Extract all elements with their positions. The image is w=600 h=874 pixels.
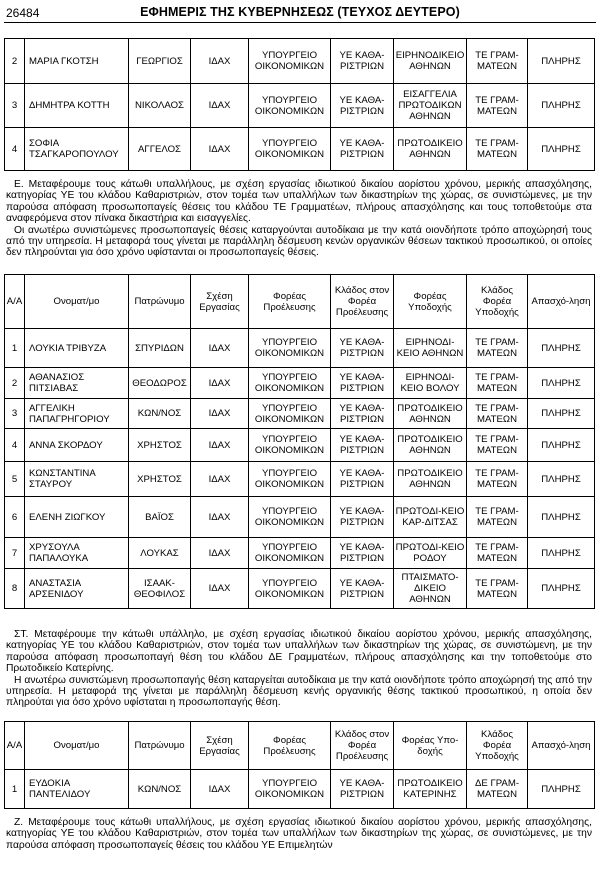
cell-father-name: ΚΩΝ/ΝΟΣ xyxy=(129,399,191,429)
section-z-paragraph-1: Ζ. Μεταφέρουμε τους κάτωθι υπαλλήλους, με σχέση εργασίας ιδιωτικού δικαίου αορίστου χρόνου, μερικής απασχόλησης, κατηγορίας ΥΕ του κλάδου Καθαριστριών, στον τομέα των υπαλλήλων των δικαστηρίων της χώρας, σε συνιστώμενες, με την παρούσα απόφαση προσωποπαγείς θέσεις του κλάδου ΥΕ Επιμελητών xyxy=(6,817,592,851)
table-row xyxy=(5,399,595,429)
table-row xyxy=(5,538,595,569)
cell-row-number: 3 xyxy=(5,399,25,429)
cell-row-number: 7 xyxy=(5,538,25,569)
cell-employee-name: ΛΟΥΚΙΑ ΤΡΙΒΥΖΑ xyxy=(25,329,129,368)
section-st-text xyxy=(6,629,592,709)
section-st-paragraph-1: ΣΤ. Μεταφέρουμε την κάτωθι υπάλληλο, με σχέση εργασίας ιδιωτικού δικαίου αορίστου χρόνου, μερικής απασχόλησης, κατηγορίας ΥΕ του κλάδου Καθαριστριών, στον τομέα των υπαλλήλων των δικαστηρίων της χώρας, σε συνιστώμενη, με την παρούσα απόφαση προσωποπαγή θέση του κλάδου ΔΕ Γραμματέων, πλήρους απασχόλησης και την τοποθετούμε στο Πρωτοδικείο Κατερίνης. xyxy=(6,629,592,675)
column-header-father-name: Πατρώνυμο xyxy=(129,275,191,329)
section-z-text xyxy=(6,817,592,851)
table-header-row xyxy=(5,722,595,770)
cell-employee-name: ΑΝΝΑ ΣΚΟΡΔΟΥ xyxy=(25,429,129,462)
section-e-paragraph-2: Οι ανωτέρω συνιστώμενες προσωποπαγείς θέσεις καταργούνται αυτοδίκαια με την κατά οιονδήποτε τρόπο αποχώρησή τους από την υπηρεσία. Η μεταφορά τους γίνεται με παράλληλη δέσμευση κενών οργανικών θέσεων τακτικού προσωπικού, οι οποίες δεν πληρούνται για όσο χρόνο υφίστανται οι προσωποπαγείς θέσεις. xyxy=(6,224,592,259)
cell-employment-relation: ΙΔΑΧ xyxy=(191,39,249,84)
column-header-employee-name: Ονοματ/μο xyxy=(25,722,129,770)
cell-receiving-branch: ΤΕ ΓΡΑΜ-ΜΑΤΕΩΝ xyxy=(467,399,528,429)
section-st-paragraph-2: Η ανωτέρω συνιστώμενη προσωποπαγής θέση καταργείται αυτοδίκαια με την κατά οιονδήποτε τρόπο αποχώρησή της από την υπηρεσία. Η μεταφορά της γίνεται με παράλληλη δέσμευση κενής οργανικής θέσης τακτικού προσωπικού, η οποία δεν πληρούται για όσο χρόνο υφίσταται η προσωποπαγής θέση. xyxy=(6,674,592,709)
cell-employee-name: ΜΑΡΙΑ ΓΚΟΤΣΗ xyxy=(25,39,129,84)
cell-origin-agency: ΥΠΟΥΡΓΕΙΟ ΟΙΚΟΝΟΜΙΚΩΝ xyxy=(249,429,331,462)
table-row xyxy=(5,770,595,809)
cell-employment-relation: ΙΔΑΧ xyxy=(191,368,249,399)
cell-father-name: ΧΡΗΣΤΟΣ xyxy=(129,462,191,497)
page-title: ΕΦΗΜΕΡΙΣ ΤΗΣ ΚΥΒΕΡΝΗΣΕΩΣ (ΤΕΥΧΟΣ ΔΕΥΤΕΡΟ) xyxy=(140,5,460,19)
cell-origin-branch: ΥΕ ΚΑΘΑ-ΡΙΣΤΡΙΩΝ xyxy=(331,770,394,809)
cell-origin-agency: ΥΠΟΥΡΓΕΙΟ ΟΙΚΟΝΟΜΙΚΩΝ xyxy=(249,128,331,171)
cell-origin-branch: ΥΕ ΚΑΘΑ-ΡΙΣΤΡΙΩΝ xyxy=(331,329,394,368)
cell-employment-relation: ΙΔΑΧ xyxy=(191,462,249,497)
cell-receiving-branch: ΤΕ ΓΡΑΜ-ΜΑΤΕΩΝ xyxy=(467,128,528,171)
cell-row-number: 4 xyxy=(5,429,25,462)
cell-origin-branch: ΥΕ ΚΑΘΑ-ΡΙΣΤΡΙΩΝ xyxy=(331,569,394,609)
cell-father-name: ΛΟΥΚΑΣ xyxy=(129,538,191,569)
cell-origin-agency: ΥΠΟΥΡΓΕΙΟ ΟΙΚΟΝΟΜΙΚΩΝ xyxy=(249,399,331,429)
cell-employment-relation: ΙΔΑΧ xyxy=(191,538,249,569)
cell-row-number: 4 xyxy=(5,128,25,171)
cell-employment-relation: ΙΔΑΧ xyxy=(191,128,249,171)
column-header-employment-relation: Σχέση Εργασίας xyxy=(191,275,249,329)
table-continued xyxy=(4,38,595,171)
cell-receiving-branch: ΤΕ ΓΡΑΜ-ΜΑΤΕΩΝ xyxy=(467,84,528,128)
cell-employee-name: ΑΓΓΕΛΙΚΗ ΠΑΠΑΓΡΗΓΟΡΙΟΥ xyxy=(25,399,129,429)
cell-receiving-branch: ΤΕ ΓΡΑΜ-ΜΑΤΕΩΝ xyxy=(467,368,528,399)
cell-employment-type: ΠΛΗΡΗΣ xyxy=(528,399,595,429)
cell-employment-type: ΠΛΗΡΗΣ xyxy=(528,569,595,609)
column-header-origin-agency: Φορέας Προέλευσης xyxy=(249,722,331,770)
cell-receiving-branch: ΔΕ ΓΡΑΜ-ΜΑΤΕΩΝ xyxy=(467,770,528,809)
cell-origin-branch: ΥΕ ΚΑΘΑ-ΡΙΣΤΡΙΩΝ xyxy=(331,368,394,399)
cell-employment-relation: ΙΔΑΧ xyxy=(191,399,249,429)
table-row xyxy=(5,329,595,368)
column-header-origin-branch: Κλάδος στον Φορέα Προέλευσης xyxy=(331,275,394,329)
table-row xyxy=(5,39,595,84)
cell-origin-branch: ΥΕ ΚΑΘΑ-ΡΙΣΤΡΙΩΝ xyxy=(331,39,394,84)
cell-employee-name: ΑΘΑΝΑΣΙΟΣ ΠΙΤΣΙΑΒΑΣ xyxy=(25,368,129,399)
cell-row-number: 2 xyxy=(5,39,25,84)
column-header-receiving-agency: Φορέας Υποδοχής xyxy=(394,275,467,329)
table-section-e xyxy=(4,274,595,609)
cell-employee-name: ΕΥΔΟΚΙΑ ΠΑΝΤΕΛΙΔΟΥ xyxy=(25,770,129,809)
cell-receiving-agency: ΠΡΩΤΟΔΙΚΕΙΟ ΑΘΗΝΩΝ xyxy=(394,429,467,462)
cell-receiving-branch: ΤΕ ΓΡΑΜ-ΜΑΤΕΩΝ xyxy=(467,462,528,497)
cell-receiving-agency: ΠΡΩΤΟΔΙΚΕΙΟ ΑΘΗΝΩΝ xyxy=(394,462,467,497)
cell-origin-branch: ΥΕ ΚΑΘΑ-ΡΙΣΤΡΙΩΝ xyxy=(331,84,394,128)
table-row xyxy=(5,128,595,171)
cell-receiving-agency: ΠΡΩΤΟΔΙΚΕΙΟ ΑΘΗΝΩΝ xyxy=(394,128,467,171)
cell-row-number: 2 xyxy=(5,368,25,399)
cell-father-name: ΓΕΩΡΓΙΟΣ xyxy=(129,39,191,84)
cell-row-number: 1 xyxy=(5,329,25,368)
cell-father-name: ΑΓΓΕΛΟΣ xyxy=(129,128,191,171)
cell-origin-agency: ΥΠΟΥΡΓΕΙΟ ΟΙΚΟΝΟΜΙΚΩΝ xyxy=(249,368,331,399)
cell-father-name: ΣΠΥΡΙΔΩΝ xyxy=(129,329,191,368)
cell-employment-relation: ΙΔΑΧ xyxy=(191,569,249,609)
cell-receiving-agency: ΠΤΑΙΣΜΑΤΟ-ΔΙΚΕΙΟ ΑΘΗΝΩΝ xyxy=(394,569,467,609)
cell-father-name: ΘΕΟΔΩΡΟΣ xyxy=(129,368,191,399)
table-row xyxy=(5,569,595,609)
cell-receiving-agency: ΠΡΩΤΟΔΙ-ΚΕΙΟ ΚΑΡ-ΔΙΤΣΑΣ xyxy=(394,497,467,538)
cell-employee-name: ΔΗΜΗΤΡΑ ΚΟΤΤΗ xyxy=(25,84,129,128)
cell-row-number: 6 xyxy=(5,497,25,538)
cell-employee-name: ΚΩΝΣΤΑΝΤΙΝΑ ΣΤΑΥΡΟΥ xyxy=(25,462,129,497)
column-header-receiving-branch: Κλάδος Φορέα Υποδοχής xyxy=(467,275,528,329)
cell-receiving-agency: ΕΙΡΗΝΟΔΙ-ΚΕΙΟ ΑΘΗΝΩΝ xyxy=(394,329,467,368)
table-section-st xyxy=(4,721,595,809)
column-header-row-number: Α/Α xyxy=(5,722,25,770)
cell-origin-agency: ΥΠΟΥΡΓΕΙΟ ΟΙΚΟΝΟΜΙΚΩΝ xyxy=(249,569,331,609)
cell-father-name: ΚΩΝ/ΝΟΣ xyxy=(129,770,191,809)
cell-employee-name: ΧΡΥΣΟΥΛΑ ΠΑΠΑΛΟΥΚΑ xyxy=(25,538,129,569)
table-row xyxy=(5,462,595,497)
cell-employment-type: ΠΛΗΡΗΣ xyxy=(528,39,595,84)
page-header xyxy=(4,2,596,23)
cell-employment-relation: ΙΔΑΧ xyxy=(191,84,249,128)
column-header-employment-type: Απασχό-ληση xyxy=(528,722,595,770)
cell-employment-type: ΠΛΗΡΗΣ xyxy=(528,329,595,368)
cell-origin-agency: ΥΠΟΥΡΓΕΙΟ ΟΙΚΟΝΟΜΙΚΩΝ xyxy=(249,39,331,84)
cell-origin-branch: ΥΕ ΚΑΘΑ-ΡΙΣΤΡΙΩΝ xyxy=(331,462,394,497)
cell-receiving-agency: ΕΙΣΑΓΓΕΛΙΑ ΠΡΩΤΟΔΙΚΩΝ ΑΘΗΝΩΝ xyxy=(394,84,467,128)
cell-row-number: 8 xyxy=(5,569,25,609)
column-header-employee-name: Ονοματ/μο xyxy=(25,275,129,329)
column-header-father-name: Πατρώνυμο xyxy=(129,722,191,770)
cell-row-number: 3 xyxy=(5,84,25,128)
cell-employment-type: ΠΛΗΡΗΣ xyxy=(528,538,595,569)
cell-origin-agency: ΥΠΟΥΡΓΕΙΟ ΟΙΚΟΝΟΜΙΚΩΝ xyxy=(249,770,331,809)
cell-employment-type: ΠΛΗΡΗΣ xyxy=(528,462,595,497)
cell-receiving-agency: ΕΙΡΗΝΟΔΙ-ΚΕΙΟ ΒΟΛΟΥ xyxy=(394,368,467,399)
cell-receiving-branch: ΤΕ ΓΡΑΜ-ΜΑΤΕΩΝ xyxy=(467,329,528,368)
cell-row-number: 1 xyxy=(5,770,25,809)
cell-receiving-agency: ΠΡΩΤΟΔΙ-ΚΕΙΟ ΡΟΔΟΥ xyxy=(394,538,467,569)
column-header-receiving-agency: Φορέας Υπο-δοχής xyxy=(394,722,467,770)
table-row xyxy=(5,497,595,538)
table-row xyxy=(5,429,595,462)
cell-origin-agency: ΥΠΟΥΡΓΕΙΟ ΟΙΚΟΝΟΜΙΚΩΝ xyxy=(249,538,331,569)
cell-employee-name: ΕΛΕΝΗ ΖΙΩΓΚΟΥ xyxy=(25,497,129,538)
cell-origin-agency: ΥΠΟΥΡΓΕΙΟ ΟΙΚΟΝΟΜΙΚΩΝ xyxy=(249,462,331,497)
cell-employment-relation: ΙΔΑΧ xyxy=(191,770,249,809)
cell-employment-relation: ΙΔΑΧ xyxy=(191,497,249,538)
cell-receiving-agency: ΕΙΡΗΝΟΔΙΚΕΙΟ ΑΘΗΝΩΝ xyxy=(394,39,467,84)
cell-receiving-branch: ΤΕ ΓΡΑΜ-ΜΑΤΕΩΝ xyxy=(467,497,528,538)
cell-employment-type: ΠΛΗΡΗΣ xyxy=(528,128,595,171)
cell-father-name: ΝΙΚΟΛΑΟΣ xyxy=(129,84,191,128)
cell-origin-agency: ΥΠΟΥΡΓΕΙΟ ΟΙΚΟΝΟΜΙΚΩΝ xyxy=(249,497,331,538)
section-e-text xyxy=(6,179,592,259)
cell-receiving-branch: ΤΕ ΓΡΑΜ-ΜΑΤΕΩΝ xyxy=(467,538,528,569)
cell-receiving-branch: ΤΕ ΓΡΑΜ-ΜΑΤΕΩΝ xyxy=(467,569,528,609)
cell-employment-type: ΠΛΗΡΗΣ xyxy=(528,497,595,538)
column-header-receiving-branch: Κλάδος Φορέα Υποδοχής xyxy=(467,722,528,770)
cell-employment-type: ΠΛΗΡΗΣ xyxy=(528,429,595,462)
cell-origin-branch: ΥΕ ΚΑΘΑ-ΡΙΣΤΡΙΩΝ xyxy=(331,128,394,171)
cell-row-number: 5 xyxy=(5,462,25,497)
cell-origin-agency: ΥΠΟΥΡΓΕΙΟ ΟΙΚΟΝΟΜΙΚΩΝ xyxy=(249,84,331,128)
cell-employment-type: ΠΛΗΡΗΣ xyxy=(528,368,595,399)
cell-origin-branch: ΥΕ ΚΑΘΑ-ΡΙΣΤΡΙΩΝ xyxy=(331,399,394,429)
table-header-row xyxy=(5,275,595,329)
cell-father-name: ΧΡΗΣΤΟΣ xyxy=(129,429,191,462)
cell-receiving-branch: ΤΕ ΓΡΑΜ-ΜΑΤΕΩΝ xyxy=(467,39,528,84)
table-row xyxy=(5,368,595,399)
section-e-paragraph-1: Ε. Μεταφέρουμε τους κάτωθι υπαλλήλους, με σχέση εργασίας ιδιωτικού δικαίου αορίστου χρόνου, μερικής απασχόλησης, κατηγορίας ΥΕ του κλάδου Καθαριστριών, στον τομέα των υπαλλήλων των δικαστηρίων της χώρας, σε συνιστώμενες, με την παρούσα απόφαση προσωποπαγείς θέσεις του κλάδου ΤΕ Γραμματέων, πλήρους απασχόλησης και τους τοποθετούμε στα αναφερόμενα στον πίνακα δικαστήρια και εισαγγελίες. xyxy=(6,179,592,225)
cell-origin-branch: ΥΕ ΚΑΘΑ-ΡΙΣΤΡΙΩΝ xyxy=(331,497,394,538)
column-header-row-number: Α/Α xyxy=(5,275,25,329)
cell-receiving-agency: ΠΡΩΤΟΔΙΚΕΙΟ ΑΘΗΝΩΝ xyxy=(394,399,467,429)
cell-employment-type: ΠΛΗΡΗΣ xyxy=(528,84,595,128)
column-header-employment-type: Απασχό-ληση xyxy=(528,275,595,329)
column-header-origin-branch: Κλάδος στον Φορέα Προέλευσης xyxy=(331,722,394,770)
cell-employee-name: ΑΝΑΣΤΑΣΙΑ ΑΡΣΕΝΙΔΟΥ xyxy=(25,569,129,609)
cell-receiving-agency: ΠΡΩΤΟΔΙΚΕΙΟ ΚΑΤΕΡΙΝΗΣ xyxy=(394,770,467,809)
column-header-employment-relation: Σχέση Εργασίας xyxy=(191,722,249,770)
cell-employment-type: ΠΛΗΡΗΣ xyxy=(528,770,595,809)
cell-origin-agency: ΥΠΟΥΡΓΕΙΟ ΟΙΚΟΝΟΜΙΚΩΝ xyxy=(249,329,331,368)
cell-employment-relation: ΙΔΑΧ xyxy=(191,329,249,368)
cell-father-name: ΒΑΪΟΣ xyxy=(129,497,191,538)
cell-employee-name: ΣΟΦΙΑ ΤΣΑΓΚΑΡΟΠΟΥΛΟΥ xyxy=(25,128,129,171)
cell-origin-branch: ΥΕ ΚΑΘΑ-ΡΙΣΤΡΙΩΝ xyxy=(331,538,394,569)
cell-receiving-branch: ΤΕ ΓΡΑΜ-ΜΑΤΕΩΝ xyxy=(467,429,528,462)
table-row xyxy=(5,84,595,128)
cell-origin-branch: ΥΕ ΚΑΘΑ-ΡΙΣΤΡΙΩΝ xyxy=(331,429,394,462)
page-number: 26484 xyxy=(6,6,40,20)
cell-employment-relation: ΙΔΑΧ xyxy=(191,429,249,462)
column-header-origin-agency: Φορέας Προέλευσης xyxy=(249,275,331,329)
cell-father-name: ΙΣΑΑΚ-ΘΕΟΦΙΛΟΣ xyxy=(129,569,191,609)
